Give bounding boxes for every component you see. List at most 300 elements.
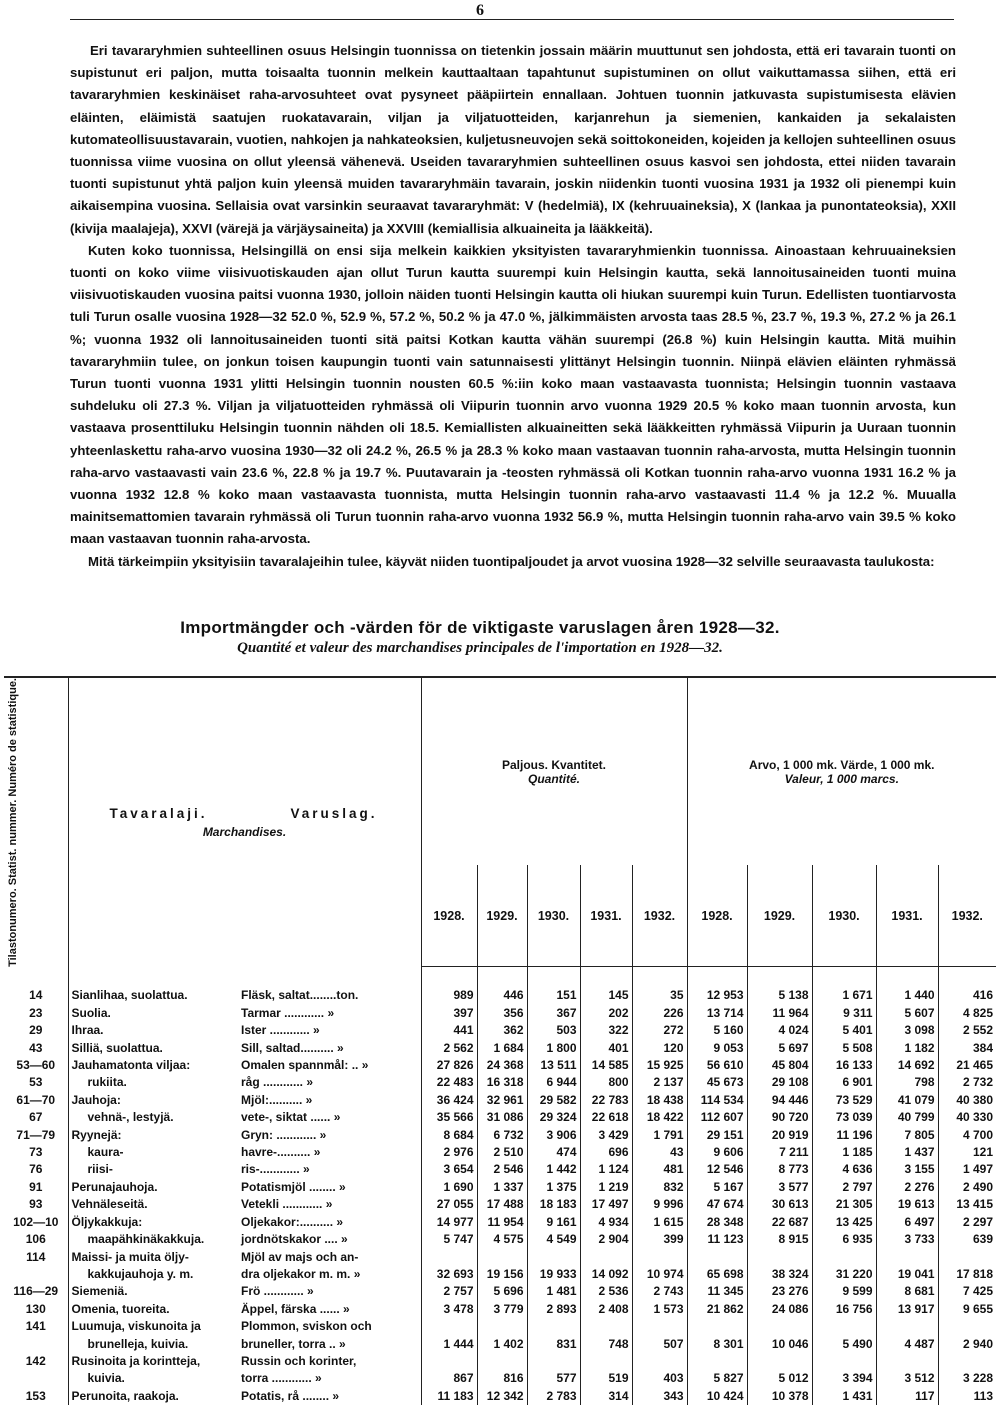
quantity-cell: 577 [527,1370,580,1387]
goods-name-fi: maapähkinäkakkuja. [87,1232,205,1247]
statistic-number-cell: 73 [29,1145,43,1160]
goods-name-sv-cell: dra oljekakor m. m. » [241,1266,361,1281]
value-cell: 2 297 [938,1214,996,1231]
value-cell: 14 692 [876,1057,938,1074]
statistic-number-cell [4,1336,68,1353]
table-row [4,1388,996,1405]
goods-name-sv-cell: Potatis, rå ........ » [241,1388,340,1403]
value-cell: 5 167 [687,1179,747,1196]
goods-name-sv-cell: havre-.......... » [241,1145,321,1160]
value-cell: 38 324 [747,1266,812,1283]
goods-name-fi: riisi- [87,1162,113,1177]
value-cell [938,1318,996,1335]
table-row [4,1005,996,1022]
value-cell: 121 [938,1144,996,1161]
statistic-number-cell: 102—10 [13,1214,59,1229]
quantity-cell: 397 [421,1005,477,1022]
value-cell [687,1249,747,1266]
value-cell: 1 182 [876,1040,938,1057]
goods-name-fi: brunelleja, kuivia. [87,1336,189,1351]
value-cell: 11 964 [747,1005,812,1022]
value-cell: 40 799 [876,1109,938,1126]
value-cell: 12 546 [687,1161,747,1178]
goods-name-fi: Sianlihaa, suolattua. [71,988,188,1003]
table-row [4,1040,996,1057]
value-cell: 21 305 [812,1196,876,1213]
quantity-cell: 1 442 [527,1161,580,1178]
quantity-cell: 29 582 [527,1092,580,1109]
goods-name-sv-cell: Fläsk, saltat........ton. [241,988,359,1003]
value-cell: 1 437 [876,1144,938,1161]
goods-name-fi: Ryynejä: [71,1127,122,1142]
goods-name-fi: kuivia. [87,1371,125,1386]
quantity-cell: 399 [632,1231,687,1248]
value-cell: 7 425 [938,1283,996,1300]
quantity-cell [632,1353,687,1370]
value-cell [687,1318,747,1335]
goods-name-fi: Jauhoja: [71,1092,121,1107]
value-cell: 9 311 [812,1005,876,1022]
quantity-cell: 481 [632,1161,687,1178]
value-year-header: 1932. [938,865,996,967]
quantity-cell: 343 [632,1388,687,1405]
goods-name-fi-cell [68,1005,238,1022]
value-cell: 13 714 [687,1005,747,1022]
value-cell: 9 655 [938,1301,996,1318]
quantity-cell [632,1249,687,1266]
value-cell: 5 827 [687,1370,747,1387]
quantity-year-header: 1930. [527,865,580,967]
quantity-cell: 145 [580,987,632,1004]
goods-name-sv-cell: Mjöl av majs och an- [241,1249,359,1264]
quantity-cell: 18 183 [527,1196,580,1213]
value-cell: 40 330 [938,1109,996,1126]
value-cell: 28 348 [687,1214,747,1231]
quantity-cell: 9 996 [632,1196,687,1213]
quantity-cell: 989 [421,987,477,1004]
quantity-cell: 1 800 [527,1040,580,1057]
statistic-number-cell: 93 [29,1197,43,1212]
value-cell: 13 425 [812,1214,876,1231]
value-cell: 114 534 [687,1092,747,1109]
goods-name-sv-cell: Frö ............ » [241,1284,314,1299]
value-cell [812,1318,876,1335]
value-cell: 23 276 [747,1283,812,1300]
quantity-cell: 22 483 [421,1074,477,1091]
goods-name-sv-cell: ris-............ » [241,1162,310,1177]
statistic-number-cell: 116—29 [13,1284,59,1299]
quantity-cell [421,1353,477,1370]
value-cell: 73 039 [812,1109,876,1126]
top-rule [70,19,954,20]
goods-name-fi-cell [68,1249,238,1266]
quantity-cell: 9 161 [527,1214,580,1231]
quantity-cell: 832 [632,1179,687,1196]
statistic-number-cell: 23 [29,1005,43,1020]
value-cell: 22 687 [747,1214,812,1231]
quantity-cell: 2 783 [527,1388,580,1405]
value-cell: 24 086 [747,1301,812,1318]
goods-name-fi-cell [68,1179,238,1196]
quantity-cell: 1 402 [477,1336,527,1353]
statistic-number-cell: 53 [29,1075,43,1090]
value-cell: 20 919 [747,1127,812,1144]
quantity-cell: 2 546 [477,1161,527,1178]
value-cell: 4 024 [747,1022,812,1039]
value-header [687,677,996,865]
value-cell: 1 671 [812,987,876,1004]
goods-name-sv-cell: Plommon, sviskon och [241,1319,372,1334]
quantity-cell: 403 [632,1370,687,1387]
quantity-cell: 19 933 [527,1266,580,1283]
goods-name-fi-cell [68,1022,238,1039]
goods-name-fi-cell [68,987,238,1004]
value-cell: 1 497 [938,1161,996,1178]
quantity-cell: 1 444 [421,1336,477,1353]
value-cell: 639 [938,1231,996,1248]
goods-name-fi: Rusinoita ja korintteja, [71,1353,201,1368]
value-cell: 2 797 [812,1179,876,1196]
quantity-cell: 4 934 [580,1214,632,1231]
quantity-cell: 1 615 [632,1214,687,1231]
value-cell: 6 935 [812,1231,876,1248]
table-spacer-row [4,967,996,988]
goods-name-fi-cell [68,1370,238,1387]
quantity-cell: 13 511 [527,1057,580,1074]
value-cell: 11 123 [687,1231,747,1248]
goods-name-fi-cell [68,1318,238,1335]
goods-name-fi-cell [68,1074,238,1091]
quantity-cell: 17 488 [477,1196,527,1213]
goods-name-fi-cell [68,1353,238,1370]
table-row [4,1249,996,1266]
table-row [4,1336,996,1353]
goods-name-fi: vehnä-, lestyjä. [87,1110,174,1125]
quantity-cell [527,1249,580,1266]
table-row [4,1353,996,1370]
value-cell [747,1353,812,1370]
value-cell: 113 [938,1388,996,1405]
goods-name-sv-cell: Oljekakor:.......... » [241,1214,344,1229]
statistic-number-cell [4,1266,68,1283]
value-cell: 11 345 [687,1283,747,1300]
value-cell: 3 512 [876,1370,938,1387]
goods-name-fi-cell [68,1092,238,1109]
value-cell: 45 673 [687,1074,747,1091]
quantity-cell: 1 573 [632,1301,687,1318]
quantity-cell: 446 [477,987,527,1004]
value-cell: 10 378 [747,1388,812,1405]
goods-name-fi: Silliä, suolattua. [71,1040,163,1055]
table-title-french: Quantité et valeur des marchandises principales de l'importation en 1928—32. [237,640,723,656]
quantity-cell: 800 [580,1074,632,1091]
quantity-cell: 19 156 [477,1266,527,1283]
statistic-number-cell: 76 [29,1162,43,1177]
quantity-cell: 1 481 [527,1283,580,1300]
goods-name-sv-cell: Äppel, färska ...... » [241,1301,350,1316]
quantity-cell: 314 [580,1388,632,1405]
quantity-cell: 356 [477,1005,527,1022]
quantity-cell: 17 497 [580,1196,632,1213]
quantity-cell: 2 536 [580,1283,632,1300]
table-row [4,1074,996,1091]
value-year-header: 1928. [687,865,747,967]
quantity-cell: 15 925 [632,1057,687,1074]
quantity-cell: 1 684 [477,1040,527,1057]
quantity-cell [580,1318,632,1335]
goods-name-sv-cell: Vetekli ............ » [241,1197,333,1212]
table-row [4,1214,996,1231]
value-cell [938,1249,996,1266]
quantity-cell: 474 [527,1144,580,1161]
value-cell: 4 825 [938,1005,996,1022]
value-header-fr: Valeur, 1 000 marcs. [784,771,899,786]
quantity-cell: 226 [632,1005,687,1022]
quantity-cell: 3 429 [580,1127,632,1144]
quantity-year-header: 1932. [632,865,687,967]
value-cell [812,1353,876,1370]
quantity-cell: 2 904 [580,1231,632,1248]
table-row [4,1161,996,1178]
quantity-cell: 3 779 [477,1301,527,1318]
quantity-cell: 322 [580,1022,632,1039]
goods-name-fi-cell [68,1388,238,1405]
value-cell: 73 529 [812,1092,876,1109]
quantity-cell [527,1353,580,1370]
statistic-number-cell: 43 [29,1040,43,1055]
goods-name-fi: kaura- [87,1145,124,1160]
value-cell: 5 401 [812,1022,876,1039]
quantity-cell: 2 976 [421,1144,477,1161]
quantity-cell: 32 961 [477,1092,527,1109]
goods-name-fi-cell [68,1127,238,1144]
table-row [4,1179,996,1196]
quantity-cell: 43 [632,1144,687,1161]
quantity-cell: 362 [477,1022,527,1039]
table-row [4,1109,996,1126]
paragraph-2: Kuten koko tuonnissa, Helsingillä on ensi sija melkein kaikkien yksityisten tavararyhmienkin tuonnissa. Ainoastaan kehruuaineksien tuonti on koko viime viisivuotiskauden ajan ollut Turun kautta suurempi kuin Helsingin kautta, sekä lannoitusaineiden tuonti muina viisivuotiskauden vuosina paitsi vuonna 1930, jolloin näiden tuonti Helsingin kautta oli hiukan suurempi kuin Turun. Edellisten tuontiarvosta tuli Turun osalle vuosina 1928—32 52.0 %, 52.9 %, 57.2 %, 50.2 % ja 47.0 %, jälkimmäisten arvosta taas 28.5 %, 23.7 %, 19.3 %, 27.2 % ja 26.1 %; vuonna 1932 oli lannoitusaineiden tuonti sitä paitsi Kotkan kautta vähän suurempi (26.8 %) kuin Helsingin kautta. Mitä muihin tavararyhmiin tulee, on jonkun toisen kaupungin tuonti vain satunnaisesti ylittänyt Helsingin tuonnin. Niinpä elävien eläinten ryhmässä Turun tuonti vuonna 1931 ylitti Helsingin tuonnin nousten 60.5 %:iin koko maan vastaavasta tuonnista; Helsingin tuonnin vastaava suhdeluku oli 27.3 %. Viljan ja viljatuotteiden ryhmässä oli Viipurin tuonnin arvo vuonna 1929 20.5 % koko maan tuonnin arvosta, kun vastaava prosenttiluku Helsingin tuonnin nähden oli 18.5. Kemiallisten alkuaineitten sekä lääkkeitten ryhmässä Viipurin ja Uuraan tuonnin yhteenlaskettu raha-arvo vuosina 1930—32 oli 24.2 %, 26.5 % ja 28.3 % koko maan vastaavan tuonnin raha-arvosta, mutta Helsingin tuonnin raha-arvo vastaavasti vain 23.6 %, 22.8 % ja 19.7 %. Puutavarain ja -teosten ryhmässä oli Kotkan tuonnin raha-arvo vuonna 1931 16.2 % ja vuonna 1932 12.8 % koko maan vastaavasta tuonnista, mutta Helsingin tuonnin raha-arvo vastaavasti 11.4 % ja 12.2 %. Muualla mainitsemattomien tavarain ryhmässä oli Turun tuonnin raha-arvo vuonna 1932 56.9 %, mutta Helsingin tuonnin raha-arvo vain 39.5 % koko maan vastaavan tuonnin raha-arvosta. [70,242,956,547]
quantity-cell: 12 342 [477,1388,527,1405]
statistic-number-cell: 141 [25,1319,46,1334]
value-cell: 5 697 [747,1040,812,1057]
value-header-label: Arvo, 1 000 mk. Värde, 1 000 mk. [749,757,935,772]
value-cell: 4 487 [876,1336,938,1353]
value-cell: 21 465 [938,1057,996,1074]
table-row [4,1301,996,1318]
quantity-cell [580,1353,632,1370]
goods-name-sv-cell: Tarmar ............ » [241,1005,335,1020]
value-cell: 3 098 [876,1022,938,1039]
quantity-cell: 202 [580,1005,632,1022]
value-cell: 56 610 [687,1057,747,1074]
goods-name-sv-cell: Ister ............ » [241,1023,320,1038]
value-cell: 4 700 [938,1127,996,1144]
quantity-cell: 4 575 [477,1231,527,1248]
quantity-cell: 2 510 [477,1144,527,1161]
quantity-cell: 748 [580,1336,632,1353]
quantity-cell [477,1318,527,1335]
value-cell: 13 917 [876,1301,938,1318]
value-cell: 8 681 [876,1283,938,1300]
value-cell: 416 [938,987,996,1004]
value-cell: 65 698 [687,1266,747,1283]
goods-name-fi-cell [68,1214,238,1231]
quantity-cell: 14 977 [421,1214,477,1231]
quantity-cell: 18 422 [632,1109,687,1126]
statistic-number-cell: 61—70 [16,1092,56,1107]
quantity-cell [527,1318,580,1335]
value-cell: 16 756 [812,1301,876,1318]
value-year-header: 1930. [812,865,876,967]
quantity-cell: 11 183 [421,1388,477,1405]
value-cell: 7 805 [876,1127,938,1144]
quantity-cell: 507 [632,1336,687,1353]
value-cell: 2 490 [938,1179,996,1196]
quantity-cell: 10 974 [632,1266,687,1283]
quantity-year-header: 1931. [580,865,632,967]
statistic-number-label: Tilastonumero. Statist. nummer. Numéro de statistique. [7,678,19,967]
quantity-cell: 1 337 [477,1179,527,1196]
value-cell: 10 046 [747,1336,812,1353]
goods-name-fi-cell [68,1057,238,1074]
statistic-number-cell: 130 [25,1301,46,1316]
quantity-cell: 4 549 [527,1231,580,1248]
quantity-cell: 22 783 [580,1092,632,1109]
goods-header [68,677,421,967]
quantity-cell: 27 055 [421,1196,477,1213]
quantity-cell: 14 092 [580,1266,632,1283]
quantity-cell: 16 318 [477,1074,527,1091]
value-cell: 1 440 [876,987,938,1004]
value-cell: 94 446 [747,1092,812,1109]
quantity-year-header: 1929. [477,865,527,967]
goods-name-sv-cell: torra ............ » [241,1371,322,1386]
value-cell [938,1353,996,1370]
quantity-cell: 1 375 [527,1179,580,1196]
goods-name-fi-cell [68,1301,238,1318]
goods-name-sv-cell: råg ............ » [241,1075,314,1090]
statistic-number-cell: 14 [29,988,43,1003]
value-cell: 8 301 [687,1336,747,1353]
value-cell: 1 431 [812,1388,876,1405]
goods-name-sv-cell: Omalen spannmål: .. » [241,1058,369,1073]
quantity-cell: 36 424 [421,1092,477,1109]
quantity-cell: 2 137 [632,1074,687,1091]
value-cell [747,1249,812,1266]
goods-name-fi: Vehnäleseitä. [71,1197,148,1212]
table-title-swedish: Importmängder och -värden för de viktigaste varuslagen åren 1928—32. [180,618,780,637]
goods-name-fi-cell [68,1161,238,1178]
goods-header-fr: Marchandises. [202,824,287,839]
table-row [4,987,996,1004]
quantity-cell: 24 368 [477,1057,527,1074]
value-cell: 19 613 [876,1196,938,1213]
quantity-cell: 8 684 [421,1127,477,1144]
statistic-number-cell: 153 [25,1388,46,1403]
quantity-cell: 32 693 [421,1266,477,1283]
value-cell: 3 155 [876,1161,938,1178]
goods-name-sv-cell: jordnötskakor .... » [241,1232,348,1247]
quantity-cell: 35 [632,987,687,1004]
quantity-cell [421,1249,477,1266]
quantity-cell [477,1249,527,1266]
statistic-number-cell: 142 [25,1353,46,1368]
value-cell: 5 160 [687,1022,747,1039]
value-cell: 5 607 [876,1005,938,1022]
table-body [4,967,996,1405]
value-cell: 3 394 [812,1370,876,1387]
quantity-cell [477,1353,527,1370]
quantity-cell: 2 893 [527,1301,580,1318]
value-cell: 6 497 [876,1214,938,1231]
value-cell: 21 862 [687,1301,747,1318]
quantity-cell: 401 [580,1040,632,1057]
quantity-header [421,677,687,865]
goods-name-sv-cell: Potatismjöl ........ » [241,1179,346,1194]
goods-name-sv-cell: bruneller, torra .. » [241,1336,346,1351]
quantity-cell: 6 732 [477,1127,527,1144]
quantity-cell: 1 124 [580,1161,632,1178]
goods-name-fi: Perunoita, raakoja. [71,1388,179,1403]
quantity-cell: 2 743 [632,1283,687,1300]
quantity-year-header: 1928. [421,865,477,967]
quantity-cell: 1 690 [421,1179,477,1196]
quantity-cell: 11 954 [477,1214,527,1231]
goods-name-fi: Ihraa. [71,1023,104,1038]
value-cell: 384 [938,1040,996,1057]
quantity-cell: 3 654 [421,1161,477,1178]
quantity-cell: 29 324 [527,1109,580,1126]
quantity-cell: 35 566 [421,1109,477,1126]
paragraph-1: Eri tavararyhmien suhteellinen osuus Helsingin tuonnissa on tietenkin jossain määrin muuttunut sen johdosta, että eri tavarain tuonti on supistunut eri paljon, mutta toisaalta tuonnin melkein kauttaaltaan tapahtunut supistuminen on ollut vaikuttamassa siihen, että eri tavararyhmien keskinäiset raha-arvosuhteet ovat pysyneet pääpiirtein ennallaan. Johtuen tuonnin jatkuvasta supistumisesta elävien eläinten, eläimistä saatujen ruokatavarain, viljan ja viljatuotteiden, karjanrehun ja siemenien, kankaiden ja sekalaisten kutomateollisuustavarain, vuotien, nahkojen ja nahkateoksien, kuljetusneuvojen sekä soittokoneiden, kojeiden ja kellojen suhteellinen osuus tuonnissa viime vuosina on ollut yleensä vähenevä. Useiden tavararyhmien suhteellinen osuus kasvoi sen johdosta, ettei niiden tavarain tuonti supistunut yhtä paljon kuin yleensä muiden tavararyhmäin tavarain, joskin niidenkin tuonti vuosina 1931 ja 1932 oli pienempi kuin aikaisempina vuosina. Sellaisia ovat varsinkin seuraavat tavararyhmät: V (hedelmiä), IX (kehruuaineksia), X (lankaa ja punontateoksia), XXII (kivija maalajeja), XXVI (värejä ja värjäysaineita) ja XXVIII (kemiallisia alkuaineita ja lääkkeitä). [70,43,956,236]
goods-name-sv-cell: Russin och korinter, [241,1353,357,1368]
import-table [4,676,996,1405]
value-cell: 3 733 [876,1231,938,1248]
quantity-cell: 503 [527,1022,580,1039]
value-cell: 2 276 [876,1179,938,1196]
statistic-number-cell: 106 [25,1232,46,1247]
quantity-header-fr: Quantité. [528,771,581,786]
quantity-cell: 441 [421,1022,477,1039]
value-cell: 5 012 [747,1370,812,1387]
quantity-cell: 22 618 [580,1109,632,1126]
quantity-cell: 272 [632,1022,687,1039]
value-cell: 17 818 [938,1266,996,1283]
value-year-header: 1929. [747,865,812,967]
quantity-cell: 6 944 [527,1074,580,1091]
value-cell [687,1353,747,1370]
table-row [4,1022,996,1039]
statistic-number-cell [4,1370,68,1387]
goods-name-fi: rukiita. [87,1075,127,1090]
value-cell: 29 151 [687,1127,747,1144]
value-cell: 112 607 [687,1109,747,1126]
value-cell [876,1249,938,1266]
goods-name-fi-cell [68,1283,238,1300]
quantity-cell: 120 [632,1040,687,1057]
value-cell: 8 915 [747,1231,812,1248]
value-cell: 6 901 [812,1074,876,1091]
value-cell: 9 053 [687,1040,747,1057]
goods-name-fi: Perunajauhoja. [71,1179,158,1194]
quantity-cell: 519 [580,1370,632,1387]
value-cell [812,1249,876,1266]
statistic-number-cell: 53—60 [16,1058,56,1073]
table-row [4,1057,996,1074]
value-cell: 4 636 [812,1161,876,1178]
value-cell: 9 606 [687,1144,747,1161]
quantity-cell: 2 408 [580,1301,632,1318]
